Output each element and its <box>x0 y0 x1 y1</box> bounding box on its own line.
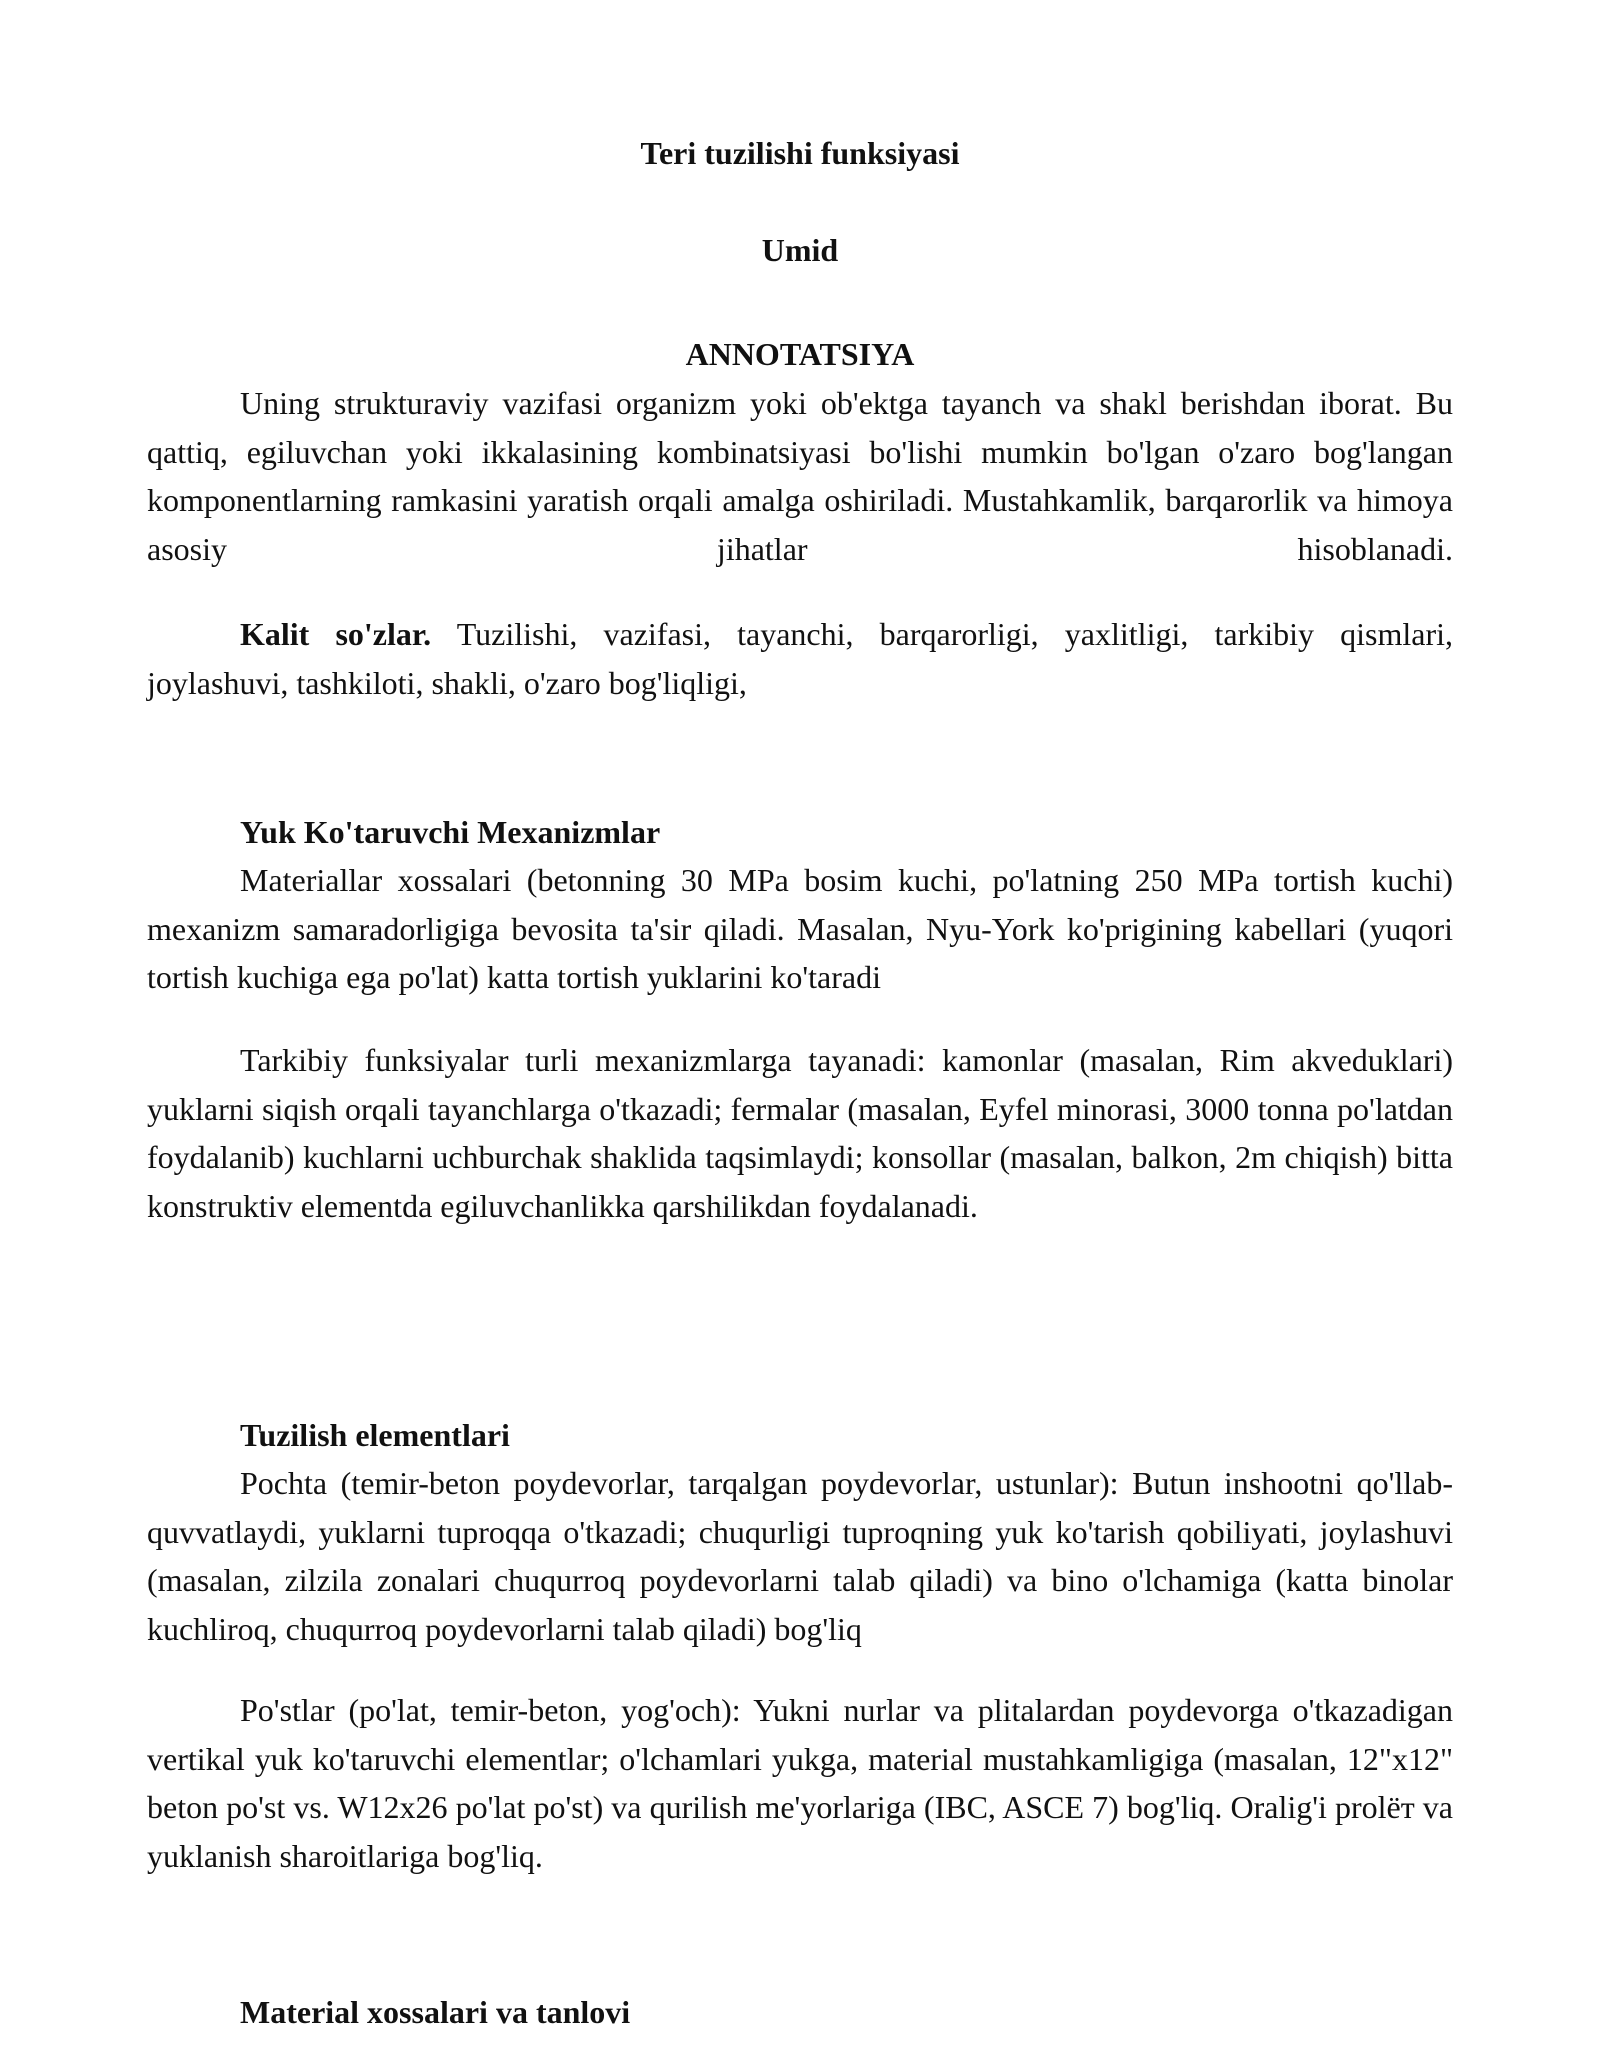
section-paragraph: Tarkibiy funksiyalar turli mexanizmlarga tayanadi: kamonlar (masalan, Rim akveduklari) yuklarni siqish orqali tayanchlarga o'tkazadi; fermalar (masalan, Eyfel minorasi, 3000 tonna po'latdan foydalanib) kuchlarni uchburchak shaklida taqsimlaydi; konsollar (masalan, balkon, 2m chiqish) bitta konstruktiv elementda egiluvchanlikka qarshilikdan foydalanadi. <box>147 1042 1453 1224</box>
section-heading: Tuzilish elementlari <box>240 1417 510 1453</box>
section-heading: Material xossalari va tanlovi <box>240 1994 631 2030</box>
annotation-paragraph: Uning strukturaviy vazifasi organizm yoki ob'ektga tayanch va shakl berishdan iborat. Bu qattiq, egiluvchan yoki ikkalasining kombinatsiyasi bo'lishi mumkin bo'lgan o'zaro bog'langan komponentlarning ramkasini yaratish orqali amalga oshiriladi. Mustahkamlik, barqarorlik va himoya asosiy jihatlar hisoblanadi. <box>147 385 1453 567</box>
keywords-label: Kalit so'zlar. <box>240 616 432 652</box>
annotation-heading: ANNOTATSIYA <box>685 336 915 372</box>
document-author: Umid <box>761 232 839 268</box>
section-paragraph: Po'stlar (po'lat, temir-beton, yog'och): Yukni nurlar va plitalardan poydevorga o'tkazadigan vertikal yuk ko'taruvchi elementlar; o'lchamlari yukga, material mustahkamligiga (masalan, 12"x12" beton po'st vs. W12x26 po'lat po'st) va qurilish me'yorlariga (IBC, ASCE 7) bog'liq. Oralig'i prolёт va yuklanish sharoitlariga bog'liq. <box>147 1692 1453 1874</box>
keywords-list: Tuzilishi, vazifasi, tayanchi, barqarorligi, yaxlitligi, tarkibiy qismlari, joylashuvi, tashkiloti, shakli, o'zaro bog'liqligi, <box>147 616 1454 701</box>
keywords-paragraph <box>147 610 1453 707</box>
section-paragraph: Pochta (temir-beton poydevorlar, tarqalgan poydevorlar, ustunlar): Butun inshootni qo'llab-quvvatlaydi, yuklarni tuproqqa o'tkazadi; chuqurligi tuproqning yuk ko'tarish qobiliyati, joylashuvi (masalan, zilzila zonalari chuqurroq poydevorlarni talab qiladi) va bino o'lchamiga (katta binolar kuchliroq, chuqurroq poydevorlarni talab qiladi) bog'liq <box>147 1465 1453 1647</box>
section-heading: Yuk Ko'taruvchi Mexanizmlar <box>240 814 661 850</box>
document-title: Teri tuzilishi funksiyasi <box>640 135 960 171</box>
section-paragraph: Materiallar xossalari (betonning 30 MPa bosim kuchi, po'latning 250 MPa tortish kuchi) mexanizm samaradorligiga bevosita ta'sir qiladi. Masalan, Nyu-York ko'prigining kabellari (yuqori tortish kuchiga ega po'lat) katta tortish yuklarini ko'taradi <box>147 862 1453 995</box>
